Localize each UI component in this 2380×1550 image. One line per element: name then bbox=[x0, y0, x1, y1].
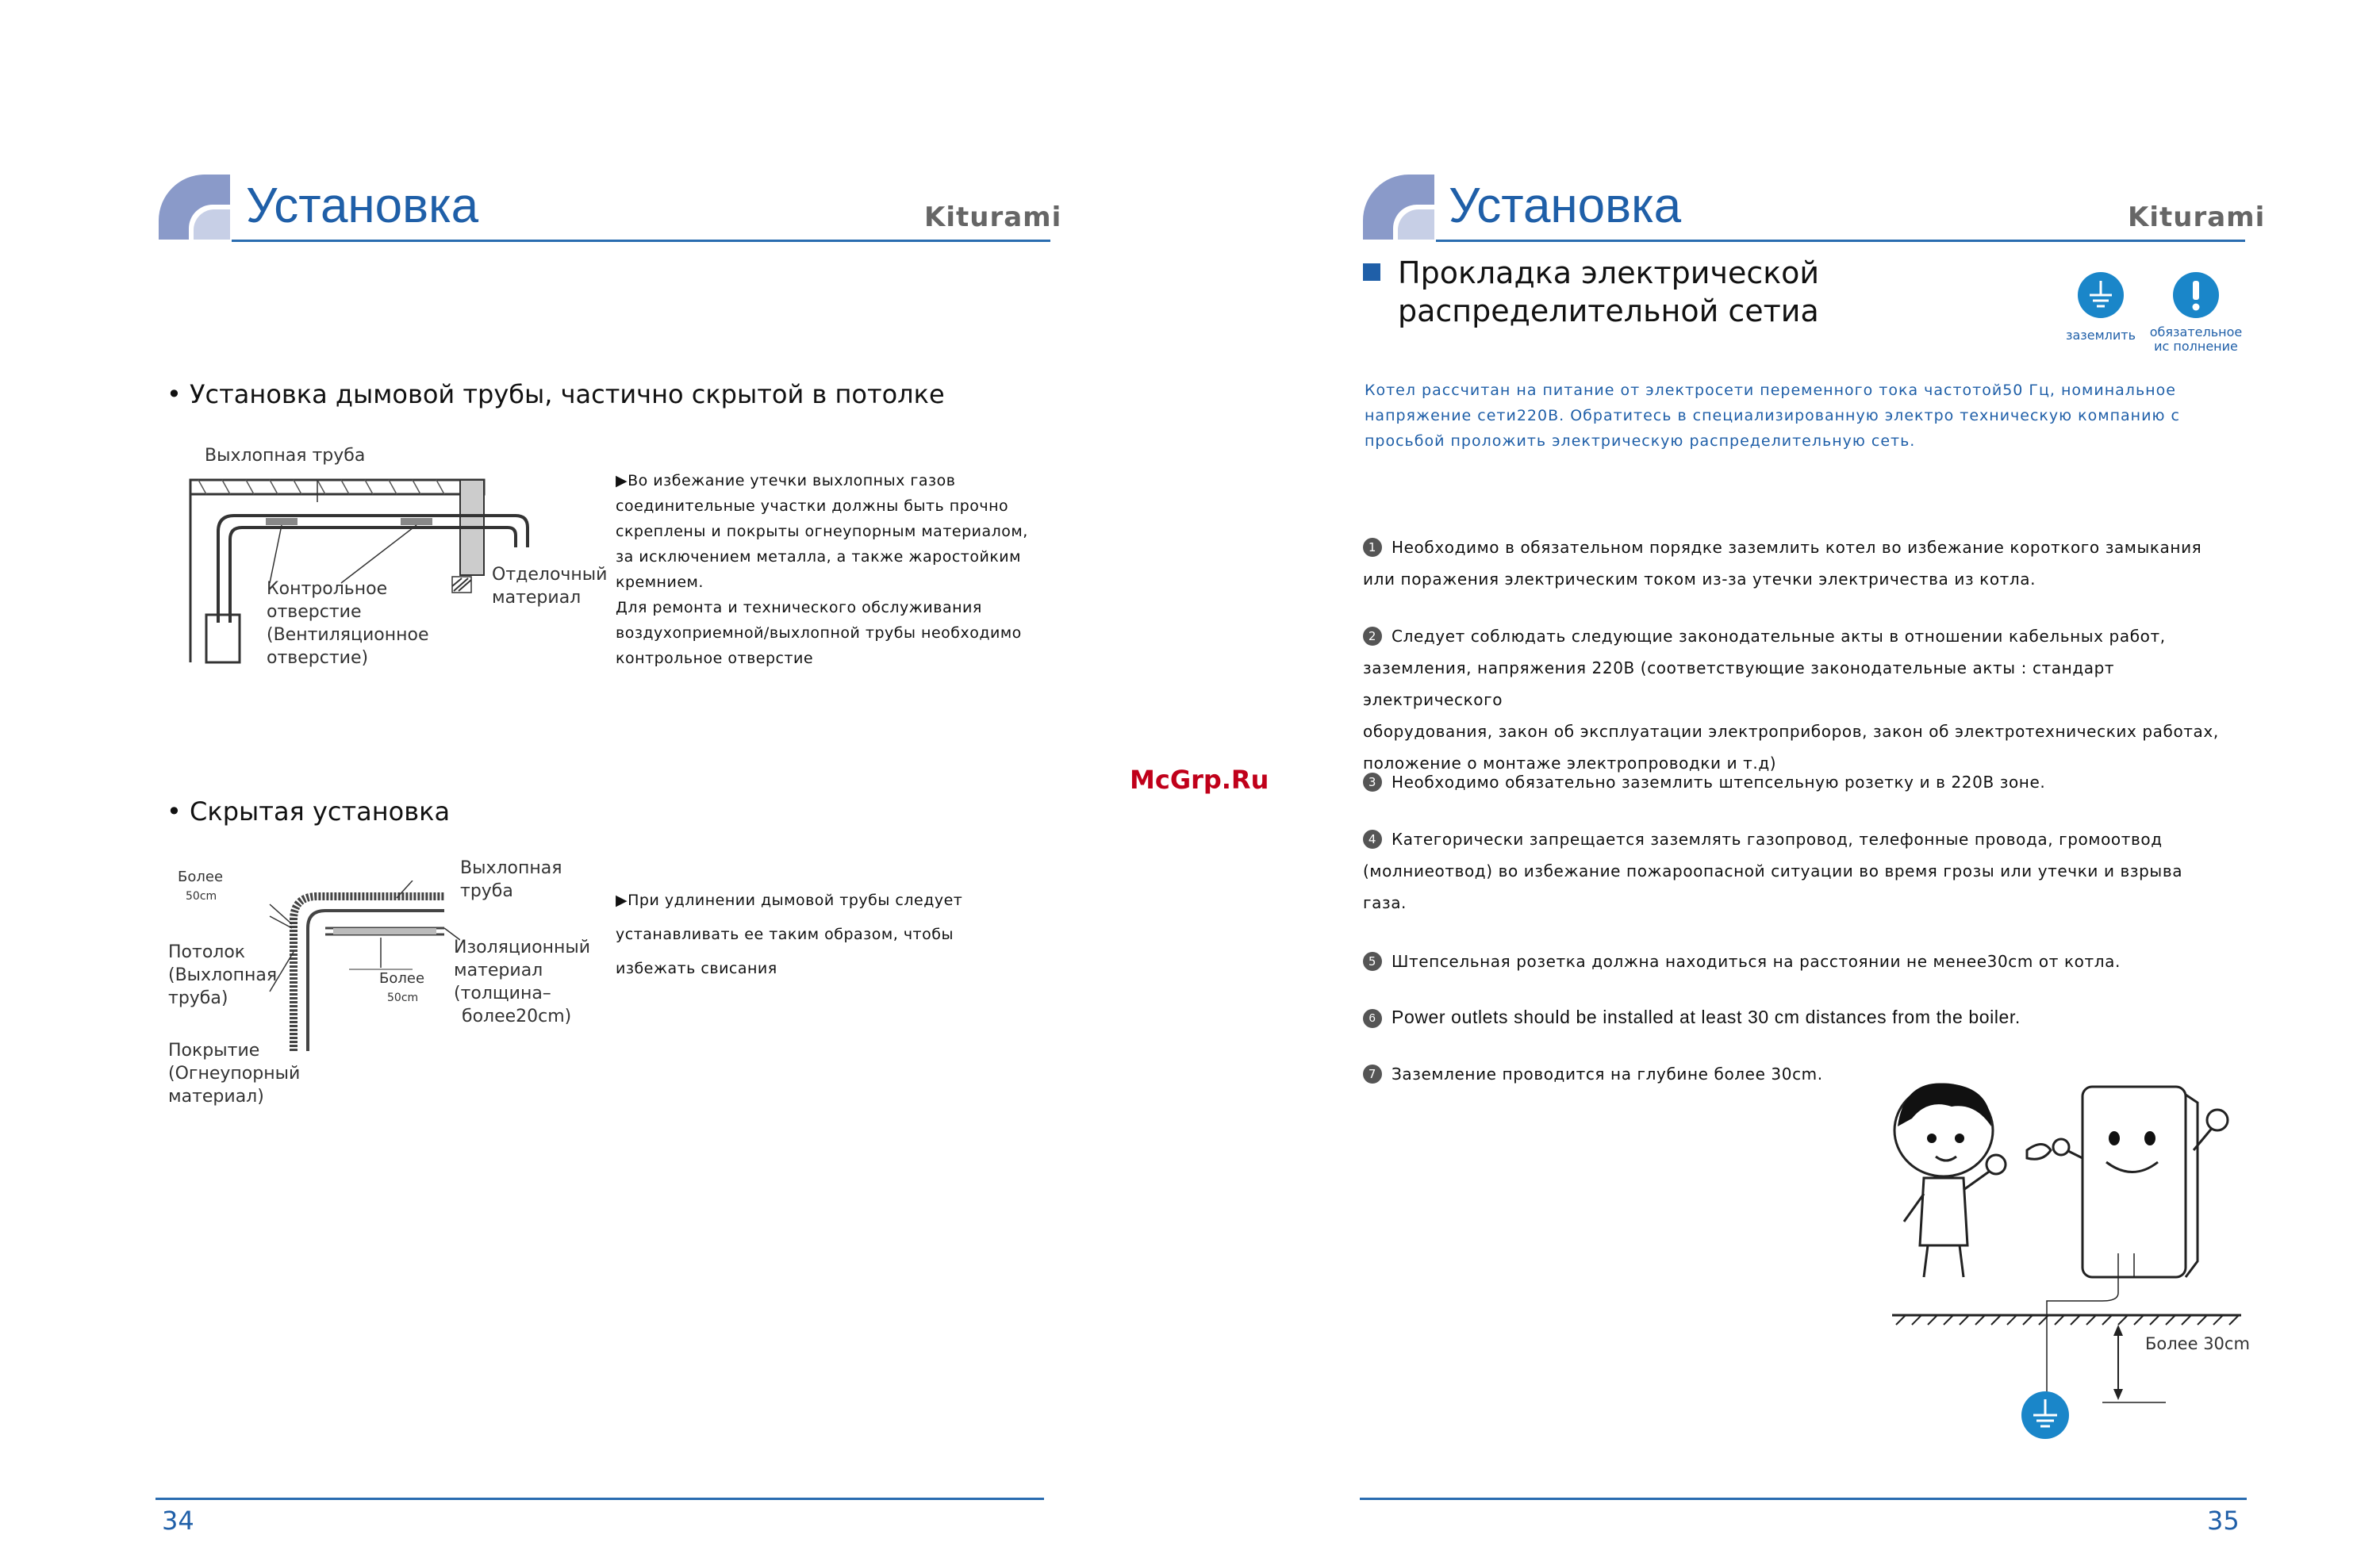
page-title: Установка bbox=[1449, 178, 1682, 233]
ground-icon-label: заземлить bbox=[2065, 328, 2136, 343]
brand-logo: Kiturami bbox=[924, 201, 1062, 233]
item-1: 1 Необходимо в обязательном порядке заземлить котел во избежание короткого замыкания или поражения электрическим током из-за утечки электричества из котла. bbox=[1363, 538, 2202, 589]
label-insulation: Изоляционный материал (толщина– более20cm) bbox=[454, 938, 591, 1026]
label-finishing-material: Отделочный материал bbox=[492, 565, 608, 608]
header-rule bbox=[1436, 240, 2245, 242]
mandatory-icon bbox=[2172, 271, 2220, 319]
note-partial-ceiling: ▶Во избежание утечки выхлопных газов соединительные участки должны быть прочно скреплены и покрыты огнеупорным материалом, за исключением металла, а также жаростойким кремнием. Для ремонта и технического обслуживания воздухоприемной/выхлопной трубы необходимо контрольное отверстие bbox=[616, 472, 1028, 667]
note-hidden-install: ▶При удлинении дымовой трубы следует устанавливать ее таким образом, чтобы избежать свисания bbox=[616, 892, 963, 977]
footer-rule bbox=[1360, 1498, 2247, 1500]
hidden-install-diagram bbox=[254, 881, 460, 1055]
item-6: 6 Power outlets should be installed at least 30 cm distances from the boiler. bbox=[1363, 1001, 2244, 1033]
heading-square-icon bbox=[1363, 263, 1380, 281]
page-number: 34 bbox=[162, 1506, 194, 1536]
intro-text: Котел рассчитан на питание от электросети переменного тока частотой50 Гц, номинальное напряжение сети220В. Обратитесь в специализированную электро техническую компанию с просьбой проложить электрическую распределительную сеть. bbox=[1365, 382, 2180, 450]
item-3: 3 Необходимо обязательно заземлить штепсельную розетку и в 220В зоне. bbox=[1363, 766, 2244, 798]
header-rule bbox=[232, 240, 1050, 242]
section-heading-partial-ceiling: • Установка дымовой трубы, частично скрытой в потолке bbox=[167, 379, 945, 409]
footer-rule bbox=[155, 1498, 1044, 1500]
label-control-hole: Контрольное отверстие (Вентиляционное отверстие) bbox=[267, 579, 429, 668]
item-5: 5 Штепсельная розетка должна находиться на расстоянии не менее30cm от котла. bbox=[1363, 946, 2244, 977]
header-arc-icon bbox=[1361, 173, 1441, 241]
page-number: 35 bbox=[2207, 1506, 2240, 1536]
label-more-50-top: Более 50cm bbox=[178, 869, 224, 903]
label-ceiling: Потолок (Выхлопная труба) bbox=[168, 942, 278, 1008]
label-more-50-mid: Более 50cm bbox=[379, 970, 425, 1004]
label-exhaust-pipe-2: Выхлопная труба bbox=[460, 858, 562, 901]
mandatory-icon-label: обязательное ис полнение bbox=[2149, 324, 2243, 354]
label-cover: Покрытие (Огнеупорный материал) bbox=[168, 1041, 301, 1107]
section-heading-electrical: Прокладка электрической распределительной сетиа bbox=[1398, 255, 1820, 328]
section-heading-hidden: • Скрытая установка bbox=[167, 796, 451, 827]
ground-icon bbox=[2020, 1390, 2071, 1441]
label-exhaust-pipe: Выхлопная труба bbox=[205, 446, 366, 466]
watermark: McGrp.Ru bbox=[1130, 765, 1269, 795]
page-title: Установка bbox=[246, 178, 479, 233]
brand-logo: Kiturami bbox=[2128, 201, 2266, 233]
diagram-depth-label: Более 30cm bbox=[2145, 1334, 2250, 1353]
item-2: 2 Следует соблюдать следующие законодательные акты в отношении кабельных работ, заземления, напряжения 220В (соответствующие законодательные акты : стандарт электрического оборудования, закон об эксплуатации электроприборов, закон об электротехнических работах, положение о монтаже электропроводки и т.д) bbox=[1363, 627, 2219, 773]
item-4: 4 Категорически запрещается заземлять газопровод, телефонные провода, громоотвод (молниеотвод) во избежание пожароопасной ситуации во время грозы или утечки и взрыва газа. bbox=[1363, 830, 2183, 912]
header-arc-icon bbox=[157, 173, 236, 241]
item-7: 7 Заземление проводится на глубине более 30cm. bbox=[1363, 1058, 2244, 1090]
ground-icon bbox=[2077, 271, 2125, 319]
